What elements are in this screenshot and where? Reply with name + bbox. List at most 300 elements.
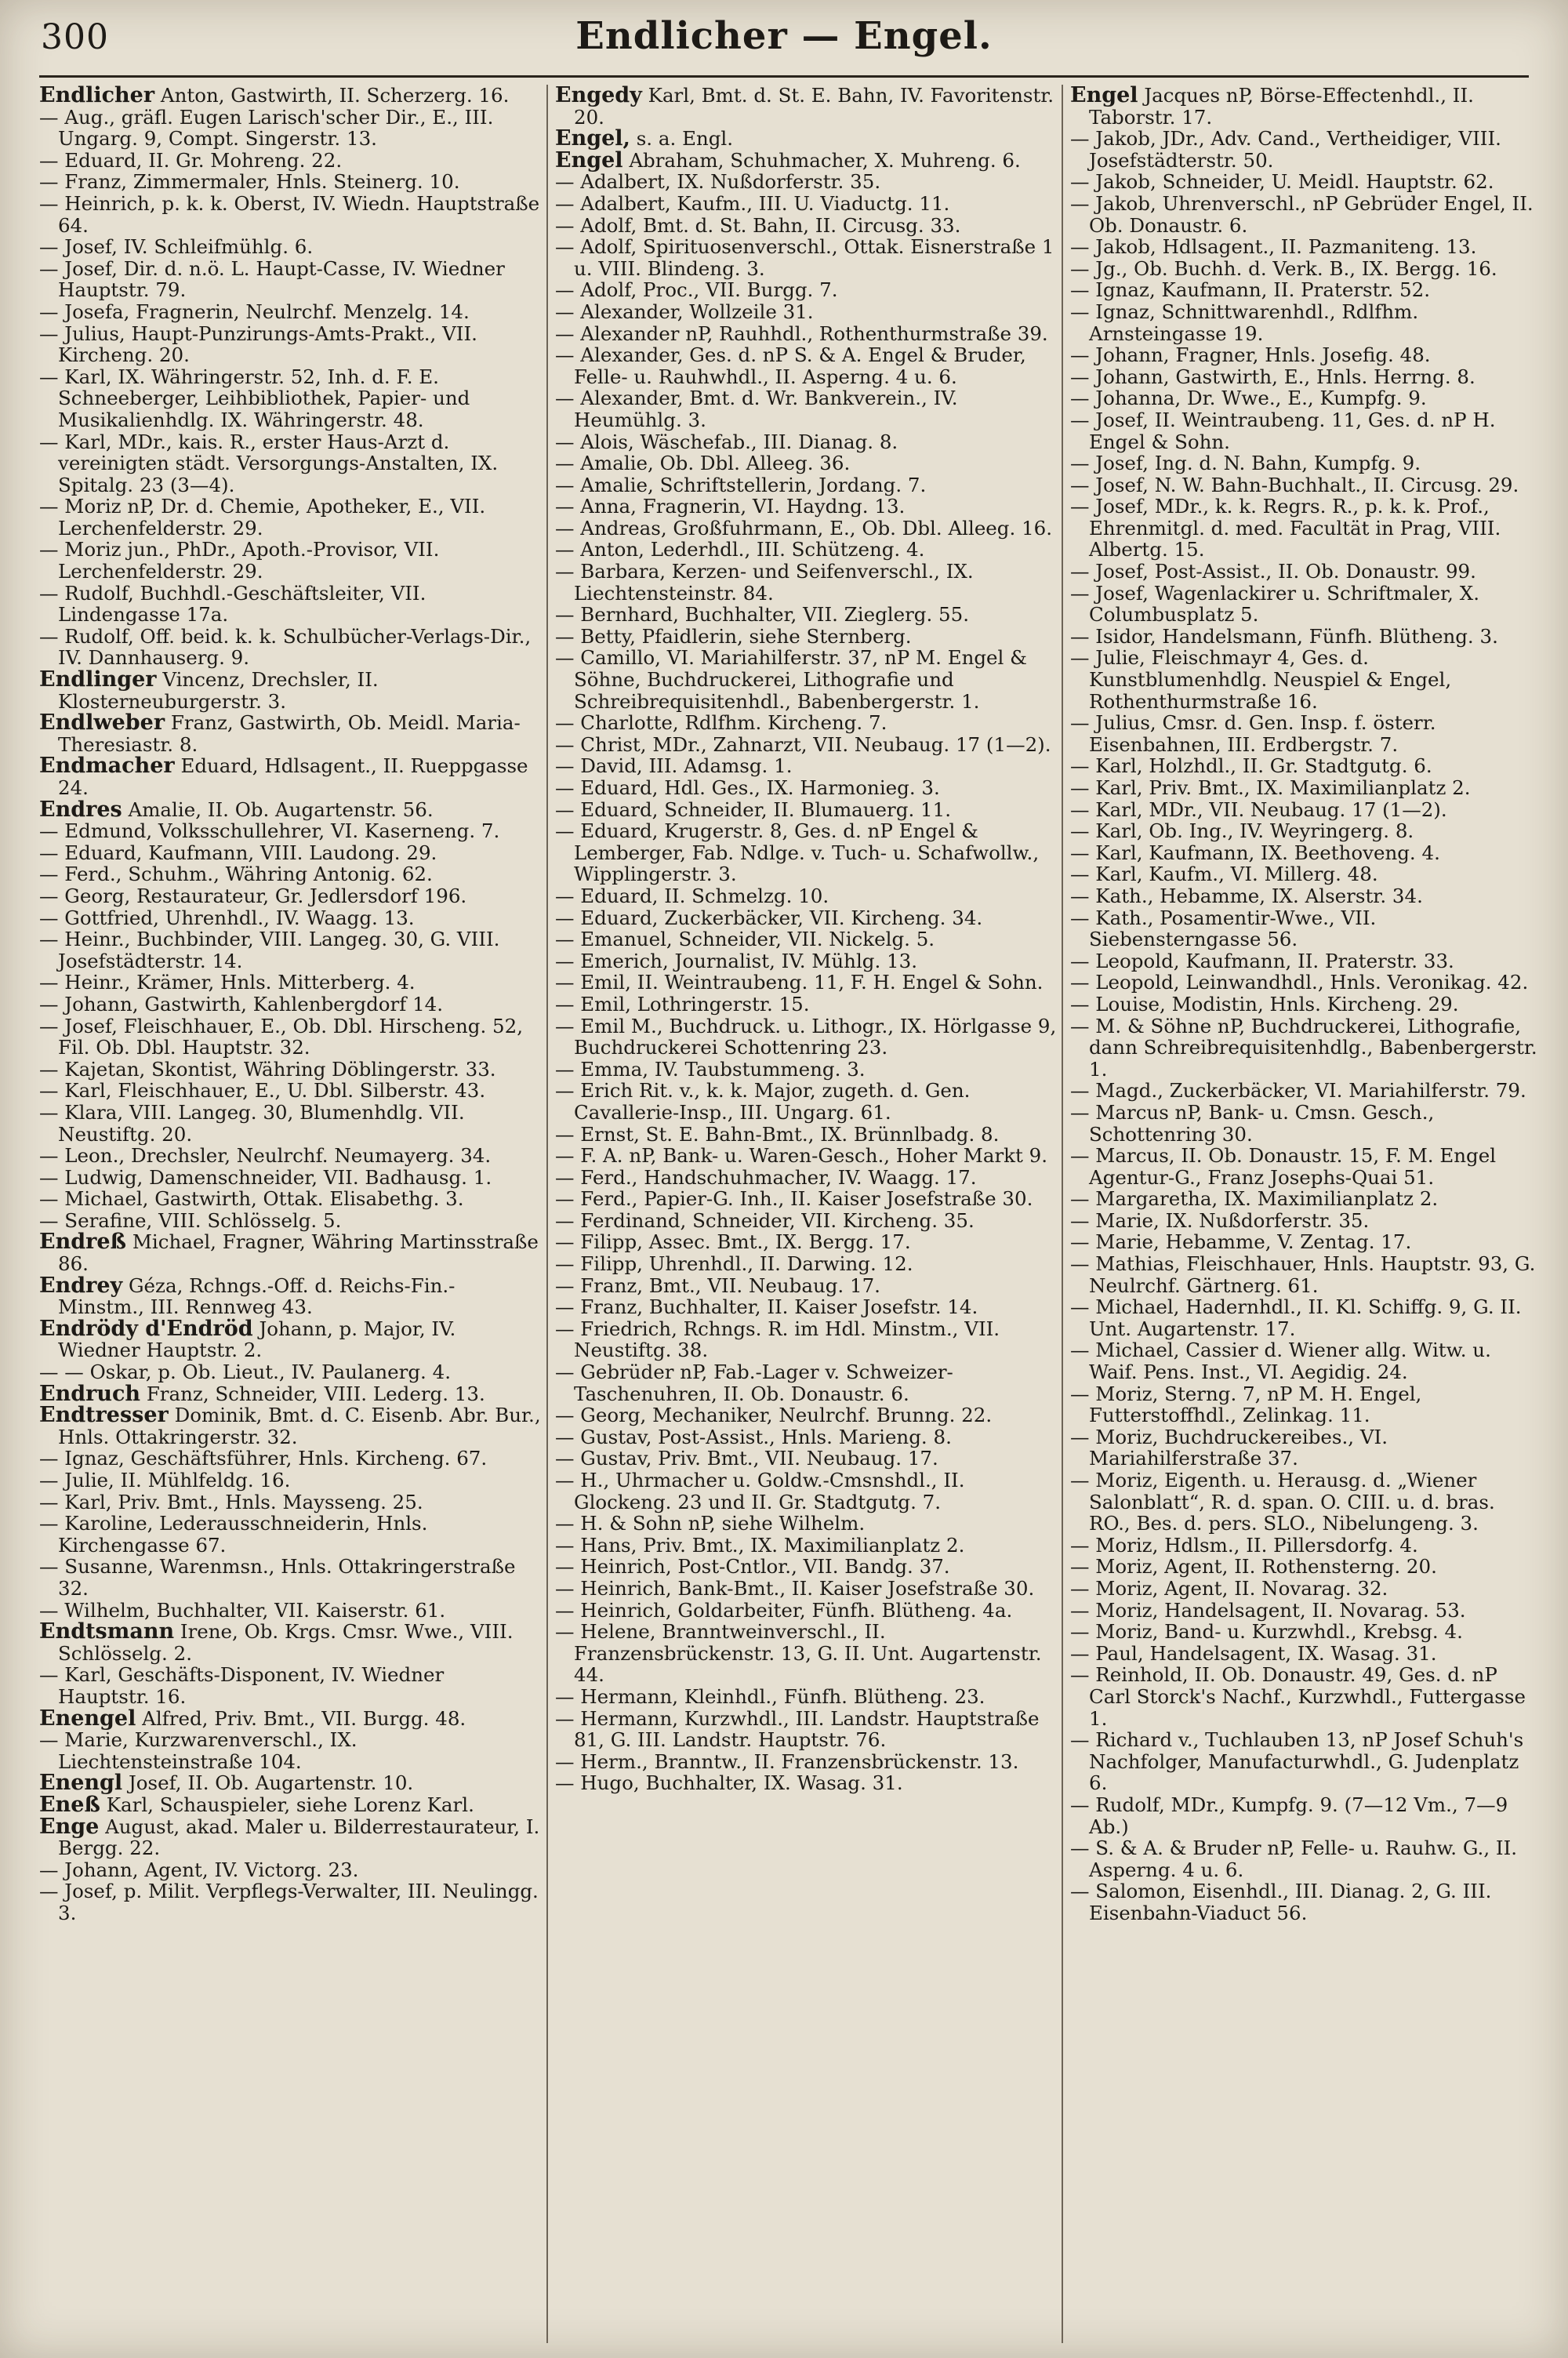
directory-entry xyxy=(555,1145,1057,1167)
entry-text: — Eduard, Kaufmann, VIII. Laudong. 29. xyxy=(39,841,437,864)
entry-surname: Engel xyxy=(555,147,623,173)
directory-entry xyxy=(39,885,541,907)
directory-entry xyxy=(1070,1600,1541,1622)
directory-entry xyxy=(39,626,541,669)
column-2 xyxy=(555,85,1057,2343)
directory-entry xyxy=(555,755,1057,777)
entry-surname: Enengel xyxy=(39,1706,136,1731)
directory-entry xyxy=(39,107,541,150)
entry-text: — Marcus, II. Ob. Donaustr. 15, F. M. Engel Agentur-G., Franz Josephs-Quai 51. xyxy=(1070,1144,1497,1189)
directory-entry xyxy=(555,1016,1057,1059)
entry-text: — Ferdinand, Schneider, VII. Kircheng. 35. xyxy=(555,1208,975,1232)
directory-entry xyxy=(39,150,541,172)
directory-entry xyxy=(39,1448,541,1470)
entry-text: — Moriz, Agent, II. Rothensterng. 20. xyxy=(1070,1555,1437,1579)
entry-text: — Klara, VIII. Langeg. 30, Blumenhdlg. VII. Neustiftg. 20. xyxy=(39,1100,465,1146)
entry-text: — Josef, IV. Schleifmühlg. 6. xyxy=(39,235,314,259)
directory-entry xyxy=(39,496,541,539)
entry-text: — Gustav, Post-Assist., Hnls. Marieng. 8. xyxy=(555,1425,952,1448)
column-3 xyxy=(1070,85,1541,2343)
entry-text: — Filipp, Assec. Bmt., IX. Bergg. 17. xyxy=(555,1230,911,1254)
directory-entry xyxy=(555,387,1057,431)
directory-entry xyxy=(39,1318,541,1361)
entry-text: — Marie, IX. Nußdorferstr. 35. xyxy=(1070,1208,1370,1232)
entry-text: Michael, Fragner, Währing Martinsstraße 86. xyxy=(58,1230,539,1276)
entry-text: — Adolf, Bmt. d. St. Bahn, II. Circusg. 33. xyxy=(555,213,961,237)
directory-entry xyxy=(1070,1535,1541,1557)
entry-text: — Josef, N. W. Bahn-Buchhalt., II. Circusg. 29. xyxy=(1070,473,1519,496)
directory-entry xyxy=(39,1859,541,1881)
directory-entry xyxy=(555,777,1057,799)
directory-entry xyxy=(555,994,1057,1016)
directory-entry xyxy=(555,1404,1057,1426)
directory-entry xyxy=(1070,842,1541,864)
directory-entry xyxy=(39,1470,541,1491)
directory-entry xyxy=(1070,1016,1541,1081)
directory-entry xyxy=(1070,820,1541,842)
entry-text: — Eduard, II. Gr. Mohreng. 22. xyxy=(39,148,343,172)
directory-entry xyxy=(39,712,541,755)
entry-text: — Karl, Priv. Bmt., Hnls. Maysseng. 25. xyxy=(39,1490,423,1513)
entry-text: — Louise, Modistin, Hnls. Kircheng. 29. xyxy=(1070,992,1459,1016)
entry-text: — Anna, Fragnerin, VI. Haydng. 13. xyxy=(555,495,906,518)
directory-entry xyxy=(555,1513,1057,1535)
directory-entry xyxy=(555,1621,1057,1686)
directory-entry xyxy=(39,1145,541,1167)
page-number: 300 xyxy=(41,17,109,57)
entry-text: — Amalie, Ob. Dbl. Alleeg. 36. xyxy=(555,452,851,475)
directory-entry xyxy=(39,1231,541,1274)
directory-entry xyxy=(555,647,1057,712)
entry-text: — Eduard, II. Schmelzg. 10. xyxy=(555,884,829,907)
directory-entry xyxy=(555,712,1057,734)
directory-entry xyxy=(1070,1556,1541,1578)
directory-entry xyxy=(39,928,541,972)
directory-entry xyxy=(555,972,1057,994)
directory-entry xyxy=(1070,1296,1541,1339)
column-1 xyxy=(39,85,541,2343)
directory-entry xyxy=(39,366,541,431)
directory-entry xyxy=(39,323,541,366)
entry-text: — Georg, Mechaniker, Neulrchf. Brunng. 22. xyxy=(555,1404,993,1427)
entry-surname: Endtresser xyxy=(39,1403,169,1428)
running-head: Endlicher — Engel. xyxy=(575,14,993,58)
entry-text: — David, III. Adamsg. 1. xyxy=(555,754,793,778)
entry-text: — Michael, Cassier d. Wiener allg. Witw. u. Waif. Pens. Inst., VI. Aegidig. 24. xyxy=(1070,1339,1491,1384)
entry-text: — S. & A. & Bruder nP, Felle- u. Rauhw. G., II. Asperng. 4 u. 6. xyxy=(1070,1837,1518,1881)
directory-entry xyxy=(39,171,541,193)
directory-entry xyxy=(1070,1080,1541,1102)
entry-text: — Moriz nP, Dr. d. Chemie, Apotheker, E., VII. Lerchenfelderstr. 29. xyxy=(39,495,486,540)
entry-text: — Eduard, Hdl. Ges., IX. Harmonieg. 3. xyxy=(555,776,940,799)
entry-text: — Karl, MDr., kais. R., erster Haus-Arzt d. vereinigten städt. Versorgungs-Anstalten, IX. Spitalg. 23 (3—4). xyxy=(39,430,499,496)
directory-entry xyxy=(1070,647,1541,712)
entry-text: — Marcus nP, Bank- u. Cmsn. Gesch., Schottenring 30. xyxy=(1070,1100,1435,1146)
entry-text: — Karl, Holzhdl., II. Gr. Stadtgutg. 6. xyxy=(1070,754,1432,778)
directory-entry xyxy=(39,1167,541,1189)
entry-text: — Moriz, Handelsagent, II. Novarag. 53. xyxy=(1070,1598,1466,1622)
entry-surname: Enge xyxy=(39,1814,100,1839)
directory-entry xyxy=(555,215,1057,237)
entry-text: — Ignaz, Geschäftsführer, Hnls. Kircheng. 67. xyxy=(39,1447,488,1470)
entry-text: — Marie, Hebamme, V. Zentag. 17. xyxy=(1070,1230,1412,1254)
entry-text: — Ferd., Schuhm., Währing Antonig. 62. xyxy=(39,863,433,886)
entry-text: — Heinr., Krämer, Hnls. Mitterberg. 4. xyxy=(39,971,416,994)
entry-text: — Julius, Haupt-Punzirungs-Amts-Prakt., VII. Kircheng. 20. xyxy=(39,322,477,367)
entry-text: — Richard v., Tuchlauben 13, nP Josef Schuh's Nachfolger, Manufacturwhdl., G. Judenplatz 6. xyxy=(1070,1728,1524,1795)
directory-entry xyxy=(555,799,1057,821)
entry-surname: Engel, xyxy=(555,126,630,151)
directory-entry xyxy=(1070,1643,1541,1665)
directory-entry xyxy=(1070,1102,1541,1145)
entry-text: Dominik, Bmt. d. C. Eisenb. Abr. Bur., Hnls. Ottakringerstr. 32. xyxy=(58,1404,541,1448)
directory-entry xyxy=(1070,85,1541,128)
directory-entry xyxy=(555,1578,1057,1600)
entry-text: — Karl, MDr., VII. Neubaug. 17 (1—2). xyxy=(1070,798,1447,821)
directory-entry xyxy=(39,1621,541,1664)
directory-entry xyxy=(555,950,1057,972)
directory-entry xyxy=(39,431,541,496)
entry-surname: Endrey xyxy=(39,1273,123,1298)
entry-text: — Ferd., Papier-G. Inh., II. Kaiser Josefstraße 30. xyxy=(555,1187,1033,1211)
entry-text: — Alexander nP, Rauhhdl., Rothenthurmstraße 39. xyxy=(555,322,1048,345)
entry-text: — Moriz, Hdlsm., II. Pillersdorfg. 4. xyxy=(1070,1533,1418,1557)
entry-text: — Camillo, VI. Mariahilferstr. 37, nP M. Engel & Söhne, Buchdruckerei, Lithografie und Schreibrequisitenhdl., Babenbergerstr. 1. xyxy=(555,646,1027,713)
entry-surname: Endrödy d'Endröd xyxy=(39,1316,253,1341)
directory-entry xyxy=(1070,128,1541,171)
directory-entry xyxy=(555,1686,1057,1708)
entry-text: — Adalbert, IX. Nußdorferstr. 35. xyxy=(555,170,881,194)
directory-entry xyxy=(555,539,1057,561)
entry-text: — Josef, Dir. d. n.ö. L. Haupt-Casse, IV. Wiedner Hauptstr. 79. xyxy=(39,256,505,302)
entry-text: — Moriz, Eigenth. u. Herausg. d. „Wiener Salonblatt“, R. d. span. O. CIII. u. d. bras. RO., Bes. d. pers. SLO., Nibelungeng. 3. xyxy=(1070,1469,1495,1535)
directory-entry xyxy=(1070,387,1541,409)
entry-text: — Wilhelm, Buchhalter, VII. Kaiserstr. 61. xyxy=(39,1598,446,1622)
entry-text: — F. A. nP, Bank- u. Waren-Gesch., Hoher Markt 9. xyxy=(555,1144,1048,1168)
directory-entry xyxy=(39,820,541,842)
directory-entry xyxy=(555,907,1057,929)
directory-entry xyxy=(39,539,541,582)
entry-text: — Josef, Fleischhauer, E., Ob. Dbl. Hirscheng. 52, Fil. Ob. Dbl. Hauptstr. 32. xyxy=(39,1014,524,1059)
entry-text: — Alexander, Wollzeile 31. xyxy=(555,300,814,323)
directory-entry xyxy=(1070,452,1541,474)
entry-text: Josef, II. Ob. Augartenstr. 10. xyxy=(128,1771,414,1795)
entry-surname: Endlicher xyxy=(39,85,155,107)
directory-entry xyxy=(555,1448,1057,1470)
directory-entry xyxy=(555,344,1057,387)
entry-surname: Endruch xyxy=(39,1381,141,1406)
entry-text: — Friedrich, Rchngs. R. im Hdl. Minstm., VII. Neustiftg. 38. xyxy=(555,1317,1000,1362)
entry-text: — Georg, Restaurateur, Gr. Jedlersdorf 196. xyxy=(39,884,467,907)
directory-entry xyxy=(555,236,1057,279)
directory-entry xyxy=(555,1600,1057,1622)
directory-entry xyxy=(1070,799,1541,821)
entry-text: — H., Uhrmacher u. Goldw.-Cmsnshdl., II. Glockeng. 23 und II. Gr. Stadtgutg. 7. xyxy=(555,1469,965,1513)
directory-entry xyxy=(555,279,1057,301)
entry-text: — Amalie, Schriftstellerin, Jordang. 7. xyxy=(555,473,927,496)
directory-entry xyxy=(1070,496,1541,561)
directory-entry xyxy=(1070,1145,1541,1188)
entry-text: — Emerich, Journalist, IV. Mühlg. 13. xyxy=(555,949,918,972)
entry-text: — Heinrich, Post-Cntlor., VII. Bandg. 37. xyxy=(555,1555,950,1579)
entry-surname: Endreß xyxy=(39,1230,127,1255)
entry-text: — Margaretha, IX. Maximilianplatz 2. xyxy=(1070,1187,1439,1211)
entry-text: — Alexander, Bmt. d. Wr. Bankverein., IV. Heumühlg. 3. xyxy=(555,387,958,431)
entry-text: — Josefa, Fragnerin, Neulrchf. Menzelg. 14. xyxy=(39,300,470,323)
entry-text: Eduard, Hdlsagent., II. Rueppgasse 24. xyxy=(58,754,528,799)
column-divider xyxy=(546,85,548,2343)
entry-surname: Endtsmann xyxy=(39,1619,175,1644)
directory-entry xyxy=(39,1816,541,1859)
directory-entry xyxy=(555,1167,1057,1189)
directory-entry xyxy=(39,1513,541,1556)
entry-text: — Adolf, Spirituosenverschl., Ottak. Eisnerstraße 1 u. VIII. Blindeng. 3. xyxy=(555,235,1054,280)
entry-text: — Reinhold, II. Ob. Donaustr. 49, Ges. d. nP Carl Storck's Nachf., Kurzwhdl., Futtergasse 1. xyxy=(1070,1663,1526,1730)
entry-text: — Josef, Post-Assist., II. Ob. Donaustr. 99. xyxy=(1070,560,1476,583)
entry-text: — Jakob, Hdlsagent., II. Pazmaniteng. 13. xyxy=(1070,235,1477,259)
entry-text: — Barbara, Kerzen- und Seifenverschl., IX. Liechtensteinstr. 84. xyxy=(555,560,974,605)
directory-entry xyxy=(555,431,1057,453)
entry-text: — Moriz, Band- u. Kurzwhdl., Krebsg. 4. xyxy=(1070,1620,1463,1644)
entry-text: — Josef, p. Milit. Verpflegs-Verwalter, III. Neulingg. 3. xyxy=(39,1880,539,1924)
directory-entry xyxy=(555,1124,1057,1146)
entry-text: — Karl, Fleischhauer, E., U. Dbl. Silberstr. 43. xyxy=(39,1079,486,1103)
entry-text: — Jakob, JDr., Adv. Cand., Vertheidiger, VIII. Josefstädterstr. 50. xyxy=(1070,127,1501,172)
entry-text: — Bernhard, Buchhalter, VII. Zieglerg. 55. xyxy=(555,603,970,627)
entry-text: — Franz, Zimmermaler, Hnls. Steinerg. 10. xyxy=(39,170,460,194)
directory-entry xyxy=(1070,1426,1541,1470)
entry-text: Jacques nP, Börse-Effectenhdl., II. Taborstr. 17. xyxy=(1089,85,1474,129)
directory-entry xyxy=(1070,236,1541,258)
directory-entry xyxy=(39,85,541,107)
entry-text: — Eduard, Zuckerbäcker, VII. Kircheng. 34. xyxy=(555,906,983,929)
entry-text: — Magd., Zuckerbäcker, VI. Mariahilferstr. 79. xyxy=(1070,1079,1526,1103)
entry-text: — Serafine, VIII. Schlösselg. 5. xyxy=(39,1208,342,1232)
entry-text: — Moriz jun., PhDr., Apoth.-Provisor, VII. Lerchenfelderstr. 29. xyxy=(39,538,440,583)
entry-text: — Karl, Priv. Bmt., IX. Maximilianplatz 2. xyxy=(1070,776,1471,799)
directory-entry xyxy=(555,193,1057,215)
directory-entry xyxy=(1070,907,1541,950)
entry-text: — Helene, Branntweinverschl., II. Franzensbrückenstr. 13, G. II. Unt. Augartenstr. 44. xyxy=(555,1620,1042,1687)
entry-text: Karl, Bmt. d. St. E. Bahn, IV. Favoritenstr. 20. xyxy=(574,85,1054,129)
entry-text: — Paul, Handelsagent, IX. Wasag. 31. xyxy=(1070,1641,1437,1665)
entry-text: — Michael, Gastwirth, Ottak. Elisabethg. 3. xyxy=(39,1187,464,1211)
directory-entry xyxy=(39,1664,541,1707)
entry-text: — Gebrüder nP, Fab.-Lager v. Schweizer-Taschenuhren, II. Ob. Donaustr. 6. xyxy=(555,1361,953,1405)
directory-entry xyxy=(1070,626,1541,648)
entry-text: — Charlotte, Rdlfhm. Kircheng. 7. xyxy=(555,711,887,735)
directory-entry xyxy=(39,972,541,994)
directory-entry xyxy=(555,1426,1057,1448)
entry-text: Géza, Rchngs.-Off. d. Reichs-Fin.-Minstm., III. Rennweg 43. xyxy=(58,1273,456,1319)
entry-text: — — Oskar, p. Ob. Lieut., IV. Paulanerg. 4. xyxy=(39,1361,451,1384)
directory-entry xyxy=(555,1080,1057,1123)
entry-text: — Julie, Fleischmayr 4, Ges. d. Kunstblumenhdlg. Neuspiel & Engel, Rothenthurmstraße 16. xyxy=(1070,646,1452,713)
directory-entry xyxy=(555,820,1057,885)
entry-text: — Edmund, Volksschullehrer, VI. Kaserneng. 7. xyxy=(39,819,500,843)
entry-surname: Engel xyxy=(1070,85,1138,107)
directory-entry xyxy=(1070,583,1541,626)
directory-entry xyxy=(39,1708,541,1730)
entry-text: — Leopold, Leinwandhdl., Hnls. Veronikag. 42. xyxy=(1070,971,1529,994)
entry-text: — Jakob, Uhrenverschl., nP Gebrüder Engel, II. Ob. Donaustr. 6. xyxy=(1070,191,1534,237)
directory-entry xyxy=(555,496,1057,518)
directory-entry xyxy=(1070,474,1541,496)
directory-entry xyxy=(1070,1664,1541,1729)
directory-entry xyxy=(555,147,1057,173)
entry-text: August, akad. Maler u. Bilderrestaurateur, I. Bergg. 22. xyxy=(58,1815,540,1860)
entry-text: — Josef, II. Weintraubeng. 11, Ges. d. nP H. Engel & Sohn. xyxy=(1070,408,1496,453)
entry-text: — Betty, Pfaidlerin, siehe Sternberg. xyxy=(555,624,912,648)
entry-text: — Leon., Drechsler, Neulrchf. Neumayerg. 34. xyxy=(39,1144,492,1168)
entry-text: Alfred, Priv. Bmt., VII. Burgg. 48. xyxy=(142,1706,466,1730)
directory-entry xyxy=(1070,279,1541,301)
directory-entry xyxy=(555,1318,1057,1361)
entry-text: — Rudolf, Off. beid. k. k. Schulbücher-Verlags-Dir., IV. Dannhauserg. 9. xyxy=(39,624,532,670)
entry-text: — Emil M., Buchdruck. u. Lithogr., IX. Hörlgasse 9, Buchdruckerei Schottenring 23. xyxy=(555,1014,1057,1059)
directory-entry xyxy=(1070,1210,1541,1232)
directory-entry xyxy=(555,561,1057,604)
entry-text: — Johann, Fragner, Hnls. Josefig. 48. xyxy=(1070,343,1431,367)
directory-entry xyxy=(39,842,541,864)
directory-entry xyxy=(1070,171,1541,193)
directory-entry xyxy=(555,452,1057,474)
directory-entry xyxy=(39,994,541,1016)
directory-entry xyxy=(1070,561,1541,583)
directory-entry xyxy=(555,171,1057,193)
directory-entry xyxy=(1070,409,1541,452)
entry-text: — Josef, Ing. d. N. Bahn, Kumpfg. 9. xyxy=(1070,452,1421,475)
entry-text: Franz, Gastwirth, Ob. Meidl. Maria-Theresiastr. 8. xyxy=(58,711,521,756)
entry-text: — Julius, Cmsr. d. Gen. Insp. f. österr. Eisenbahnen, III. Erdbergstr. 7. xyxy=(1070,711,1436,756)
directory-entry xyxy=(39,301,541,323)
directory-entry xyxy=(39,1210,541,1232)
directory-entry xyxy=(1070,950,1541,972)
directory-entry xyxy=(39,1383,541,1405)
entry-text: — Gustav, Priv. Bmt., VII. Neubaug. 17. xyxy=(555,1447,938,1470)
entry-text: — Rudolf, Buchhdl.-Geschäftsleiter, VII. Lindengasse 17a. xyxy=(39,581,426,627)
directory-entry xyxy=(1070,1253,1541,1296)
entry-text: Johann, p. Major, IV. Wiedner Hauptstr. 2. xyxy=(58,1317,456,1362)
directory-entry xyxy=(39,1772,541,1794)
directory-entry xyxy=(1070,994,1541,1016)
directory-entry xyxy=(555,1361,1057,1404)
directory-entry xyxy=(555,1059,1057,1081)
entry-text: — Johanna, Dr. Wwe., E., Kumpfg. 9. xyxy=(1070,387,1427,410)
entry-text: — Karl, Geschäfts-Disponent, IV. Wiedner Hauptstr. 16. xyxy=(39,1663,445,1708)
entry-text: Abraham, Schuhmacher, X. Muhreng. 6. xyxy=(629,148,1021,172)
entry-text: — Rudolf, MDr., Kumpfg. 9. (7—12 Vm., 7—9 Ab.) xyxy=(1070,1793,1508,1838)
entry-text: — Johann, Agent, IV. Victorg. 23. xyxy=(39,1858,359,1881)
entry-text: — Susanne, Warenmsn., Hnls. Ottakringerstraße 32. xyxy=(39,1555,516,1600)
directory-entry xyxy=(1070,1729,1541,1794)
entry-surname: Eneß xyxy=(39,1792,100,1817)
directory-entry xyxy=(555,85,1057,128)
entry-text: — Kajetan, Skontist, Währing Döblingerstr. 33. xyxy=(39,1057,496,1081)
entry-surname: Enengl xyxy=(39,1771,123,1796)
directory-entry xyxy=(1070,863,1541,885)
directory-entry xyxy=(39,799,541,821)
header-rule xyxy=(39,75,1529,78)
directory-entry xyxy=(1070,1880,1541,1924)
entry-text: — Heinrich, Bank-Bmt., II. Kaiser Josefstraße 30. xyxy=(555,1576,1035,1600)
directory-entry xyxy=(555,1556,1057,1578)
entry-text: — Moriz, Agent, II. Novarag. 32. xyxy=(1070,1576,1388,1600)
entry-text: Vincenz, Drechsler, II. Klosterneuburgerstr. 3. xyxy=(58,668,379,713)
entry-text: — Andreas, Großfuhrmann, E., Ob. Dbl. Alleeg. 16. xyxy=(555,516,1053,540)
directory-entry xyxy=(39,1404,541,1448)
entry-text: — Erich Rit. v., k. k. Major, zugeth. d. Gen. Cavallerie-Insp., III. Ungarg. 61. xyxy=(555,1079,971,1124)
entry-text: s. a. Engl. xyxy=(636,127,734,151)
directory-entry xyxy=(1070,1621,1541,1643)
entry-text: — Michael, Hadernhdl., II. Kl. Schiffg. 9, G. II. Unt. Augartenstr. 17. xyxy=(1070,1295,1522,1340)
entry-text: — Salomon, Eisenhdl., III. Dianag. 2, G. III. Eisenbahn-Viaduct 56. xyxy=(1070,1880,1492,1924)
directory-entry xyxy=(1070,777,1541,799)
entry-surname: Endres xyxy=(39,797,122,822)
entry-text: — Alexander, Ges. d. nP S. & A. Engel & Bruder, Felle- u. Rauhwhdl., II. Asperng. 4 u. 6. xyxy=(555,343,1026,388)
entry-text: Anton, Gastwirth, II. Scherzerg. 16. xyxy=(160,85,510,107)
directory-entry xyxy=(39,1016,541,1059)
entry-text: — Heinr., Buchbinder, VIII. Langeg. 30, G. VIII. Josefstädterstr. 14. xyxy=(39,928,500,972)
directory-entry xyxy=(555,1210,1057,1232)
entry-text: — Karoline, Lederausschneiderin, Hnls. Kirchengasse 67. xyxy=(39,1512,428,1557)
directory-entry xyxy=(39,258,541,301)
directory-entry xyxy=(1070,1470,1541,1535)
entry-text: — Johann, Gastwirth, Kahlenbergdorf 14. xyxy=(39,992,444,1016)
directory-entry xyxy=(555,518,1057,540)
entry-text: — Aug., gräfl. Eugen Larisch'scher Dir., E., III. Ungarg. 9, Compt. Singerstr. 13. xyxy=(39,105,494,151)
directory-entry xyxy=(1070,258,1541,280)
entry-text: Karl, Schauspieler, siehe Lorenz Karl. xyxy=(106,1793,474,1816)
entry-text: — Emma, IV. Taubstummeng. 3. xyxy=(555,1057,866,1081)
entry-text: — Karl, Kaufm., VI. Millerg. 48. xyxy=(1070,863,1378,886)
directory-entry xyxy=(1070,1231,1541,1253)
entry-text: — Heinrich, p. k. k. Oberst, IV. Wiedn. Hauptstraße 64. xyxy=(39,191,540,237)
entry-text: — M. & Söhne nP, Buchdruckerei, Lithografie, dann Schreibrequisitenhdlg., Babenbergerstr. 1. xyxy=(1070,1014,1537,1081)
entry-text: — Julie, II. Mühlfeldg. 16. xyxy=(39,1469,291,1491)
entry-text: — Alois, Wäschefab., III. Dianag. 8. xyxy=(555,430,898,453)
directory-entry xyxy=(39,755,541,798)
directory-entry xyxy=(555,1275,1057,1297)
directory-entry xyxy=(39,1361,541,1383)
directory-entry xyxy=(555,474,1057,496)
entry-text: — Adolf, Proc., VII. Burgg. 7. xyxy=(555,278,838,302)
entry-text: Irene, Ob. Krgs. Cmsr. Wwe., VIII. Schlösselg. 2. xyxy=(58,1620,514,1665)
directory-entry xyxy=(39,1880,541,1924)
directory-entry xyxy=(555,128,1057,150)
entry-text: — Ludwig, Damenschneider, VII. Badhausg. 1. xyxy=(39,1165,492,1189)
entry-text: — Jg., Ob. Buchh. d. Verk. B., IX. Bergg. 16. xyxy=(1070,256,1497,280)
directory-entry xyxy=(1070,885,1541,907)
entry-text: Amalie, II. Ob. Augartenstr. 56. xyxy=(128,798,434,821)
directory-entry xyxy=(555,1708,1057,1751)
entry-text: — Anton, Lederhdl., III. Schützeng. 4. xyxy=(555,538,925,561)
directory-entry xyxy=(555,1231,1057,1253)
directory-entry xyxy=(555,604,1057,626)
directory-entry xyxy=(39,1729,541,1772)
directory-entry xyxy=(1070,301,1541,344)
entry-text: — Hugo, Buchhalter, IX. Wasag. 31. xyxy=(555,1771,903,1795)
entry-text: — Mathias, Fleischhauer, Hnls. Hauptstr. 93, G. Neulrchf. Gärtnerg. 61. xyxy=(1070,1252,1536,1297)
entry-text: — Eduard, Schneider, II. Blumauerg. 11. xyxy=(555,798,951,821)
directory-entry xyxy=(39,1059,541,1081)
entry-text: — Franz, Buchhalter, II. Kaiser Josefstr. 14. xyxy=(555,1295,978,1319)
directory-entry xyxy=(555,301,1057,323)
directory-entry xyxy=(1070,1188,1541,1210)
entry-text: — Hermann, Kurzwhdl., III. Landstr. Hauptstraße 81, G. III. Landstr. Hauptstr. 76. xyxy=(555,1706,1040,1752)
entry-text: — Karl, Ob. Ing., IV. Weyringerg. 8. xyxy=(1070,819,1414,843)
entry-text: — Ignaz, Schnittwarenhdl., Rdlfhm. Arnsteingasse 19. xyxy=(1070,300,1419,345)
